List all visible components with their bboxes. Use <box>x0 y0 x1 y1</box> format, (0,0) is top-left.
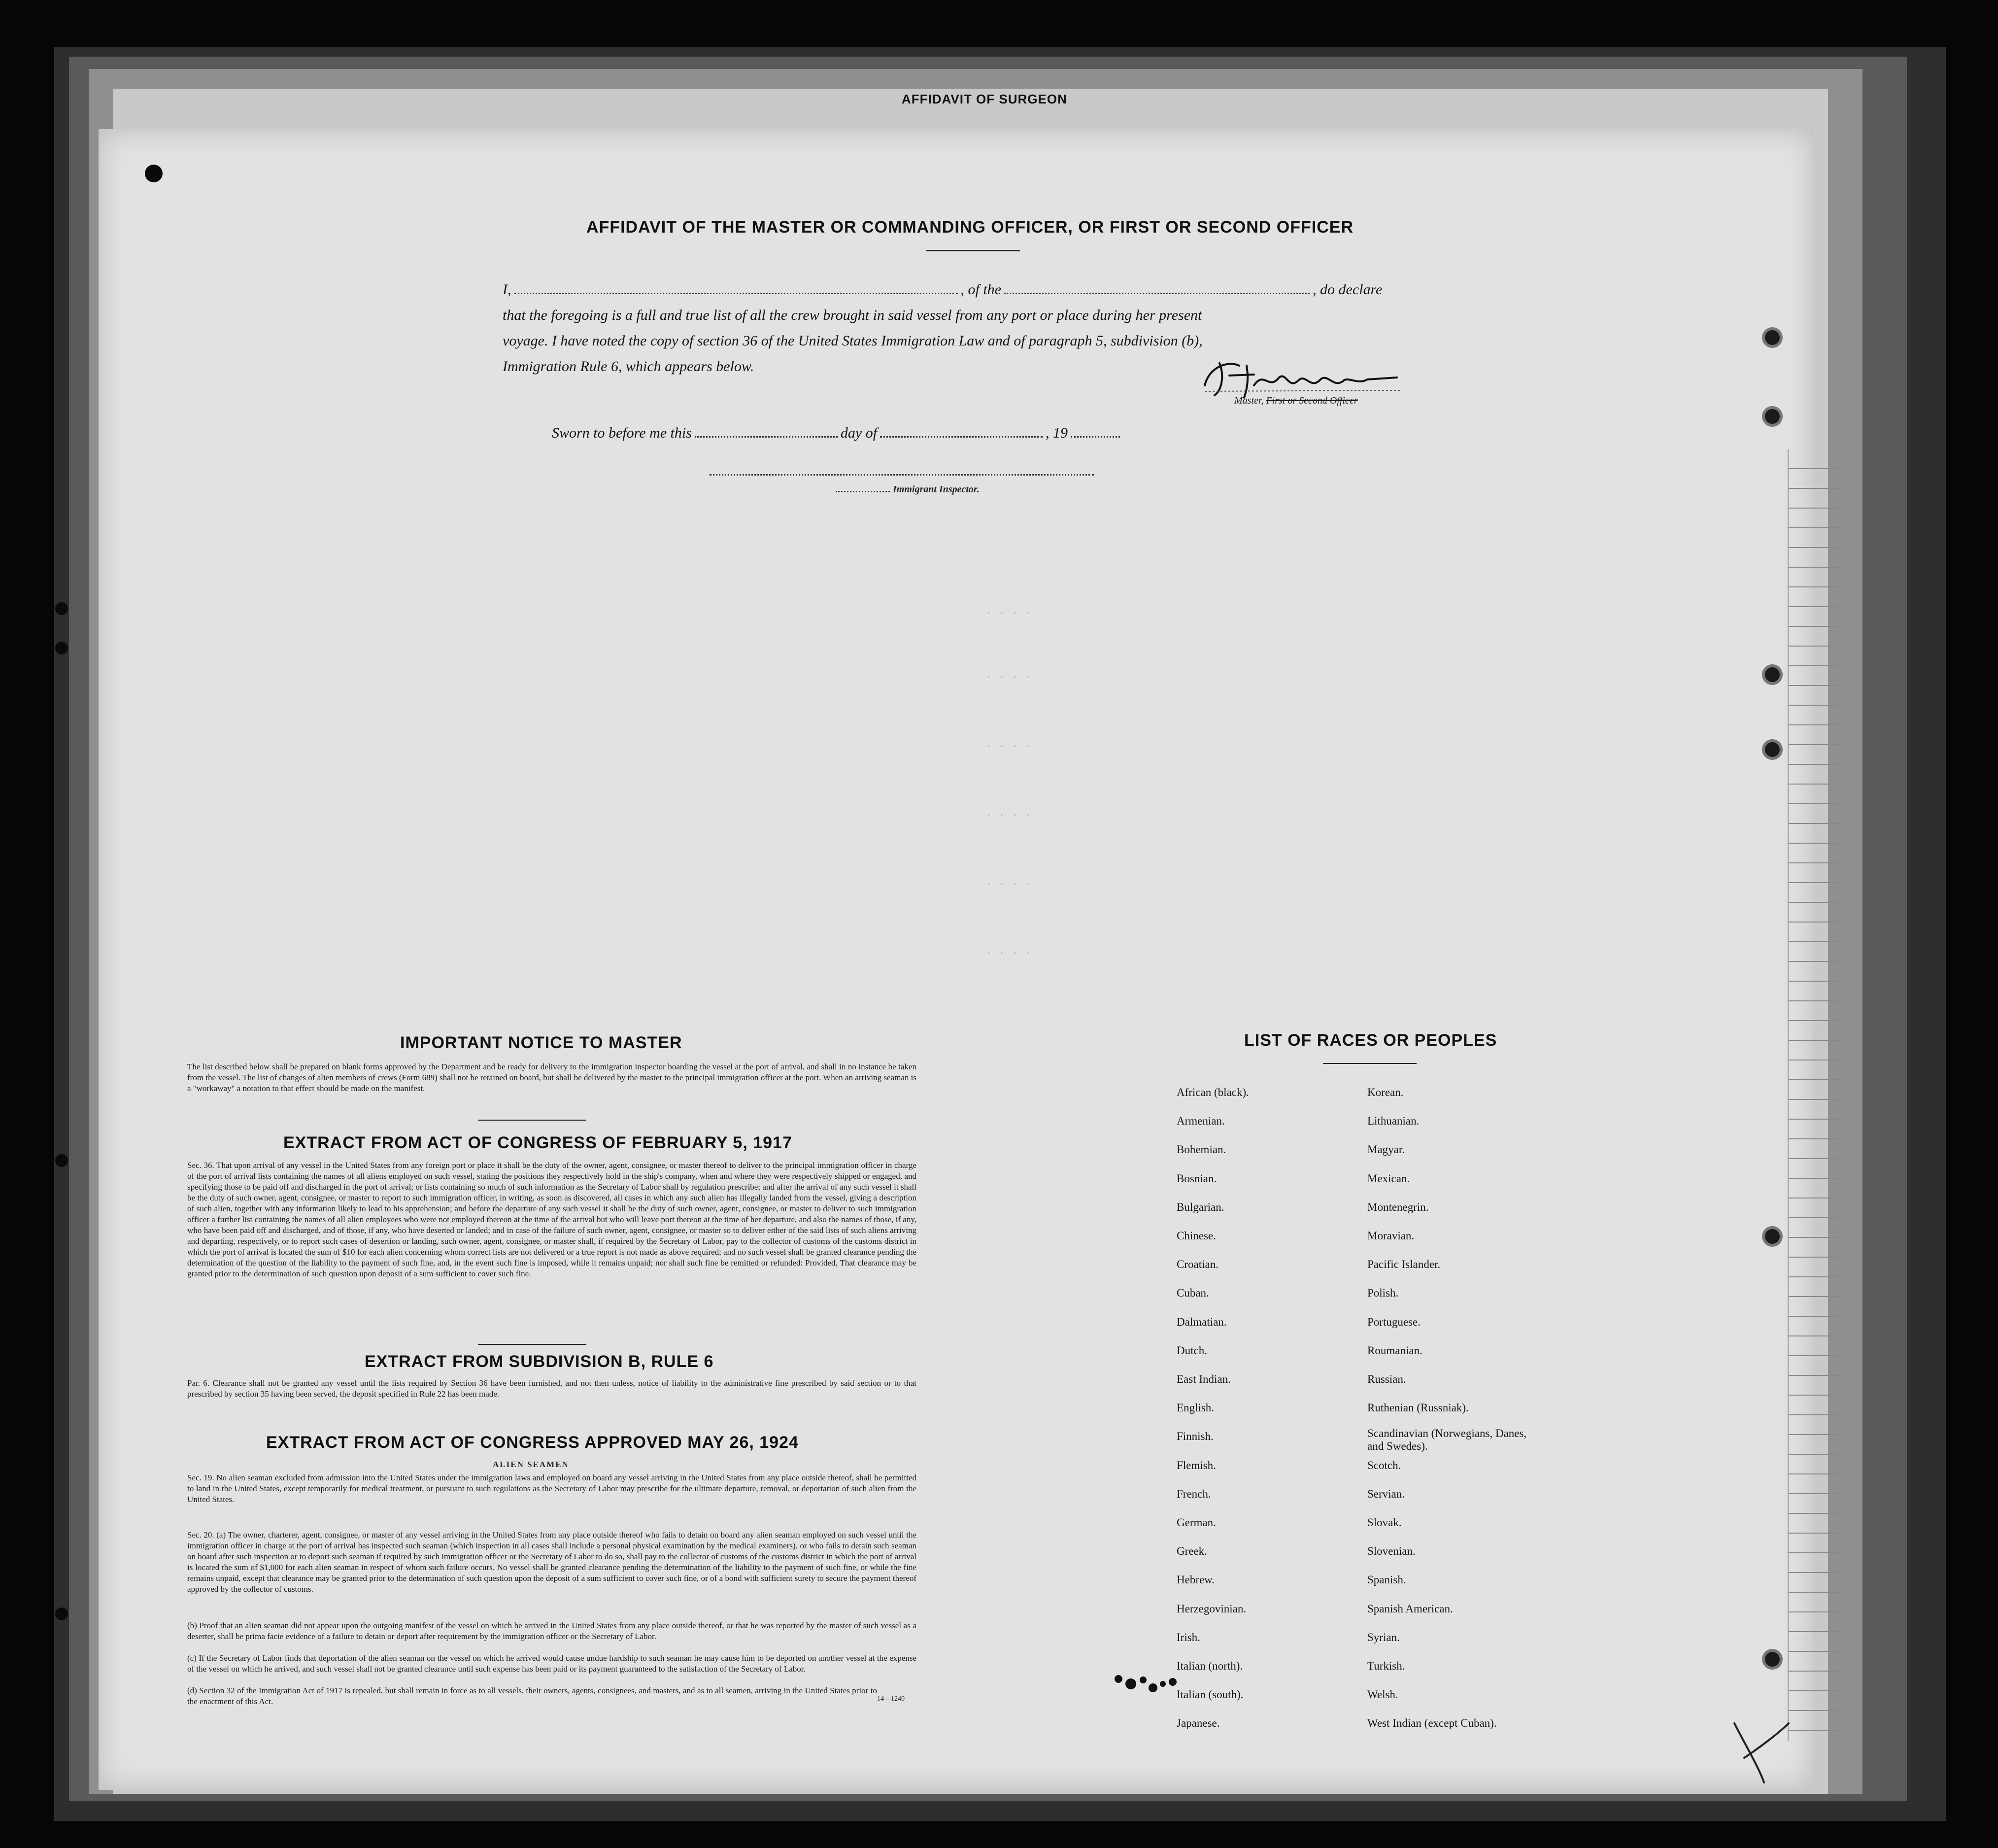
sec20a-text: Sec. 20. (a) The owner, charterer, agent, consignee, or master of any vessel arriving in the United States from any place outside thereof who fails to detain on board any alien seaman employed on such vessel until the immigration officer in charge at the port of arrival has inspected such seaman (which inspection in all cases shall include a personal physical examination by the medical examiners), or who fails to detain such seaman on board after such inspection or to deport such seaman if required by such immigration officer or the Secretary of Labor to do so, shall pay to the collector of customs of the customs district in which the port of arrival is located the sum of $1,000 for each alien seaman in respect of whom such failure occurs. No vessel shall be granted clearance pending the determination of the liability to the payment of such fine, or while the fine remains unpaid, except that clearance may be granted prior to the determination of such question upon the deposit of a sum sufficient to cover such fine, or of a bond with sufficient surety to secure the payment thereof approved by the collector of customs. <box>187 1530 916 1594</box>
bleed-through-marks: · · · · <box>985 809 1031 821</box>
binder-ring-icon <box>1762 1649 1783 1670</box>
race-entry: Syrian. <box>1367 1631 1400 1643</box>
binder-ring-icon <box>1762 327 1783 348</box>
punch-hole-icon <box>55 1154 68 1167</box>
race-entry: Dutch. <box>1177 1344 1207 1357</box>
punch-hole-icon <box>55 602 68 615</box>
race-entry: Lithuanian. <box>1367 1115 1420 1128</box>
notice-text: The list described below shall be prepared on blank forms approved by the Department and be ready for delivery to the immigration inspector boarding the vessel at the port of arrival, and shall in no instance be taken from the vessel. The list of changes of alien members of crews (Form 689) shall not be retained on board, but shall be delivered by the master to the principal immigration officer at the port. When an arriving seaman is a "workaway" a notation to that effect should be made on the manifest. <box>187 1062 916 1093</box>
race-entry: Hebrew. <box>1177 1574 1215 1586</box>
race-entry: Servian. <box>1367 1487 1405 1500</box>
race-entry: Armenian. <box>1177 1115 1225 1128</box>
signature-caption <box>1234 395 1358 407</box>
name-blank <box>514 288 958 294</box>
affidavit-i: I, <box>503 281 511 298</box>
master-signature <box>1200 356 1407 400</box>
race-entry: Spanish. <box>1367 1574 1406 1586</box>
extract-rule6-heading: EXTRACT FROM SUBDIVISION B, RULE 6 <box>365 1352 714 1371</box>
race-entry: West Indian (except Cuban). <box>1367 1717 1497 1730</box>
punch-hole-icon <box>145 165 163 182</box>
sworn-month-blank <box>880 431 1043 438</box>
race-entry: Magyar. <box>1367 1143 1405 1156</box>
caption-struck: First or Second Officer <box>1266 395 1358 406</box>
alien-seamen-subheading: ALIEN SEAMEN <box>493 1460 569 1469</box>
background-sheet-title: AFFIDAVIT OF SURGEON <box>902 92 1067 106</box>
bleed-through-marks: · · · · <box>985 740 1031 753</box>
ink-blot <box>1109 1669 1183 1699</box>
race-entry: Welsh. <box>1367 1688 1398 1701</box>
sworn-prefix: Sworn to before me this <box>552 425 692 441</box>
extract-rule6-text: Par. 6. Clearance shall not be granted any vessel until the lists required by Section 36 have been furnished, and not then unless, notice of liability to the administrative fine prescribed by said section or to that prescribed by section 35 having been served, the deposit specified in Rule 22 has been made. <box>187 1378 916 1399</box>
extract-1924-heading: EXTRACT FROM ACT OF CONGRESS APPROVED MAY 26, 1924 <box>266 1433 799 1452</box>
race-entry: Bohemian. <box>1177 1143 1226 1156</box>
bleed-through-marks: · · · · <box>985 947 1031 959</box>
bleed-through-marks: · · · · <box>985 607 1031 619</box>
race-entry: Ruthenian (Russniak). <box>1367 1402 1469 1414</box>
check-mark <box>1725 1713 1798 1787</box>
sworn-year-blank <box>1071 431 1120 438</box>
affidavit-of-the: , of the <box>960 281 1001 298</box>
race-entry: Bulgarian. <box>1177 1200 1224 1213</box>
inspector-signature-line <box>710 474 1094 476</box>
sec19-text: Sec. 19. No alien seaman excluded from admission into the United States under the immigration laws and employed on board any vessel arriving in the United States from any place outside thereof, shall be permitted to land in the United States, except temporarily for medical treatment, or pursuant to such regulations as the Secretary of Labor may prescribe for the ultimate departure, removal, or deportation of such alien from the United States. <box>187 1473 916 1504</box>
race-entry: Mexican. <box>1367 1172 1410 1185</box>
section-divider <box>478 1120 586 1121</box>
race-entry: Greek. <box>1177 1545 1207 1558</box>
sec20c-text: (c) If the Secretary of Labor finds that deportation of the alien seaman on the vessel on which he arrived would cause undue hardship to such seaman he may cause him to be deported on another vessel at the expense of the vessel on which he arrived, and such vessel shall not be granted clearance until such expense has been paid or its payment guaranteed to the satisfaction of the Secretary of Labor. <box>187 1653 916 1674</box>
race-entry: German. <box>1177 1516 1216 1529</box>
race-entry: Spanish American. <box>1367 1602 1453 1615</box>
race-entry: Montenegrin. <box>1367 1200 1429 1213</box>
affidavit-page <box>99 129 1813 1790</box>
race-entry: Croatian. <box>1177 1258 1219 1271</box>
race-entry: Moravian. <box>1367 1230 1415 1242</box>
inspector-text: Immigrant Inspector. <box>893 484 980 495</box>
race-entry: Bosnian. <box>1177 1172 1217 1185</box>
caption-master: Master, <box>1234 395 1266 406</box>
affidavit-title: AFFIDAVIT OF THE MASTER OR COMMANDING OFFICER, OR FIRST OR SECOND OFFICER <box>586 218 1354 237</box>
extract-1917-text: Sec. 36. That upon arrival of any vessel in the United States from any foreign port or place it shall be the duty of the owner, agent, consignee, or master thereof to deliver to the principal immigration officer in charge of the port of arrival lists containing the names of all aliens employed on such vessel, stating the positions they respectively hold in the ship's company, when and where they were respectively shipped or engaged, and specifying those to be paid off and discharged in the port of arrival; or lists containing so much of such information as the Secretary of Labor shall by regulation prescribe; and after the arrival of any such vessel it shall be the duty of such owner, agent, consignee, or master to report to such immigration officer, in writing, as soon as discovered, all cases in which any such alien has illegally landed from the vessel, giving a description of such alien, together with any information likely to lead to his apprehension; and before the departure of any such vessel it shall be the duty of such owner, agent, consignee, or master to deliver to such immigration officer a further list containing the names of all alien employees who were not employed thereon at the time of the arrival but who will leave port thereon at the time of her departure, and also the names of those, if any, who have been paid off and discharged, and of those, if any, who have deserted or landed; and in case of the failure of such owner, agent, consignee, or master so to deliver either of the said lists of such aliens arriving and departing, respectively, or to report such cases of desertion or landing, such owner, agent, consignee, or master shall, if required by the Secretary of Labor, pay to the collector of customs of the customs district in which the port of arrival is located the sum of $10 for each alien concerning whom correct lists are not delivered or a true report is not made as above required; and no such vessel shall be granted clearance pending the determination of the question of the liability to the payment of such fine, and, in the event such fine is imposed, while it remains unpaid; nor shall such fine be remitted or refunded: Provided, That clearance may be granted prior to the determination of such question upon deposit of a sum sufficient to cover such fine. <box>187 1161 916 1278</box>
races-underline <box>1323 1063 1417 1064</box>
race-entry: Scandinavian (Norwegians, Danes, and Swedes). <box>1367 1427 1527 1453</box>
sworn-line <box>552 425 1123 442</box>
race-entry: Finnish. <box>1177 1430 1214 1443</box>
race-entry: African (black). <box>1177 1086 1249 1098</box>
race-entry: Korean. <box>1367 1086 1404 1098</box>
inspector-blank <box>836 486 890 492</box>
binder-ring-icon <box>1762 664 1783 685</box>
sworn-day-of: day of <box>840 425 878 441</box>
extract-1917-heading: EXTRACT FROM ACT OF CONGRESS OF FEBRUARY 5, 1917 <box>283 1133 792 1152</box>
inspector-label <box>833 484 980 495</box>
race-entry: Chinese. <box>1177 1230 1216 1242</box>
sworn-day-blank <box>695 431 838 438</box>
affidavit-line-3: voyage. I have noted the copy of section 36 of the United States Immigration Law and of paragraph 5, subdivision (b), <box>503 333 1203 349</box>
affidavit-declare: , do declare <box>1313 281 1383 298</box>
ruled-edge <box>1788 449 1843 1741</box>
sworn-year: , 19 <box>1046 425 1068 441</box>
bleed-through-marks: · · · · <box>985 878 1031 890</box>
race-entry: Turkish. <box>1367 1660 1405 1672</box>
sec20d-text: (d) Section 32 of the Immigration Act of 1917 is repealed, but shall remain in force as to all vessels, their owners, agents, consignees, and masters, and as to all seamen, arriving in the United States prior to the enactment of this Act. <box>187 1686 877 1706</box>
title-underline <box>926 250 1020 251</box>
punch-hole-icon <box>55 1608 68 1620</box>
race-entry: Herzegovinian. <box>1177 1602 1247 1615</box>
race-entry: Pacific Islander. <box>1367 1258 1441 1271</box>
race-entry: Russian. <box>1367 1373 1406 1385</box>
binder-ring-icon <box>1762 739 1783 760</box>
vessel-blank <box>1004 288 1310 294</box>
race-entry: French. <box>1177 1487 1211 1500</box>
race-entry: Scotch. <box>1367 1459 1401 1472</box>
race-entry: Flemish. <box>1177 1459 1216 1472</box>
race-entry: Italian (south). <box>1177 1688 1244 1701</box>
races-heading: LIST OF RACES OR PEOPLES <box>1244 1031 1497 1050</box>
race-entry: Cuban. <box>1177 1287 1209 1300</box>
race-entry: Japanese. <box>1177 1717 1220 1730</box>
race-entry: Dalmatian. <box>1177 1315 1227 1328</box>
race-entry: Slovak. <box>1367 1516 1402 1529</box>
notice-heading: IMPORTANT NOTICE TO MASTER <box>400 1033 682 1052</box>
affidavit-line-4: Immigration Rule 6, which appears below. <box>503 358 754 375</box>
affidavit-text <box>503 277 1587 379</box>
race-entry: Polish. <box>1367 1287 1399 1300</box>
race-entry: Irish. <box>1177 1631 1200 1643</box>
race-entry: East Indian. <box>1177 1373 1231 1385</box>
race-entry: Slovenian. <box>1367 1545 1416 1558</box>
binder-ring-icon <box>1762 1226 1783 1247</box>
affidavit-line-2: that the foregoing is a full and true list of all the crew brought in said vessel from any port or place during her present <box>503 307 1202 323</box>
bleed-through-marks: · · · · <box>985 671 1031 684</box>
race-entry: Italian (north). <box>1177 1660 1243 1672</box>
race-entry: Portuguese. <box>1367 1315 1421 1328</box>
race-entry: Roumanian. <box>1367 1344 1422 1357</box>
binder-ring-icon <box>1762 406 1783 427</box>
punch-hole-icon <box>55 642 68 654</box>
section-divider <box>478 1344 586 1345</box>
sec20b-text: (b) Proof that an alien seaman did not appear upon the outgoing manifest of the vessel on which he arrived in the United States from any place outside thereof, or that he was reported by the master of such vessel as a deserter, shall be prima facie evidence of a failure to detain or deport after requirement by the immigration officer or the Secretary of Labor. <box>187 1621 916 1641</box>
race-entry: English. <box>1177 1402 1215 1414</box>
form-number: 14—1240 <box>877 1695 905 1703</box>
